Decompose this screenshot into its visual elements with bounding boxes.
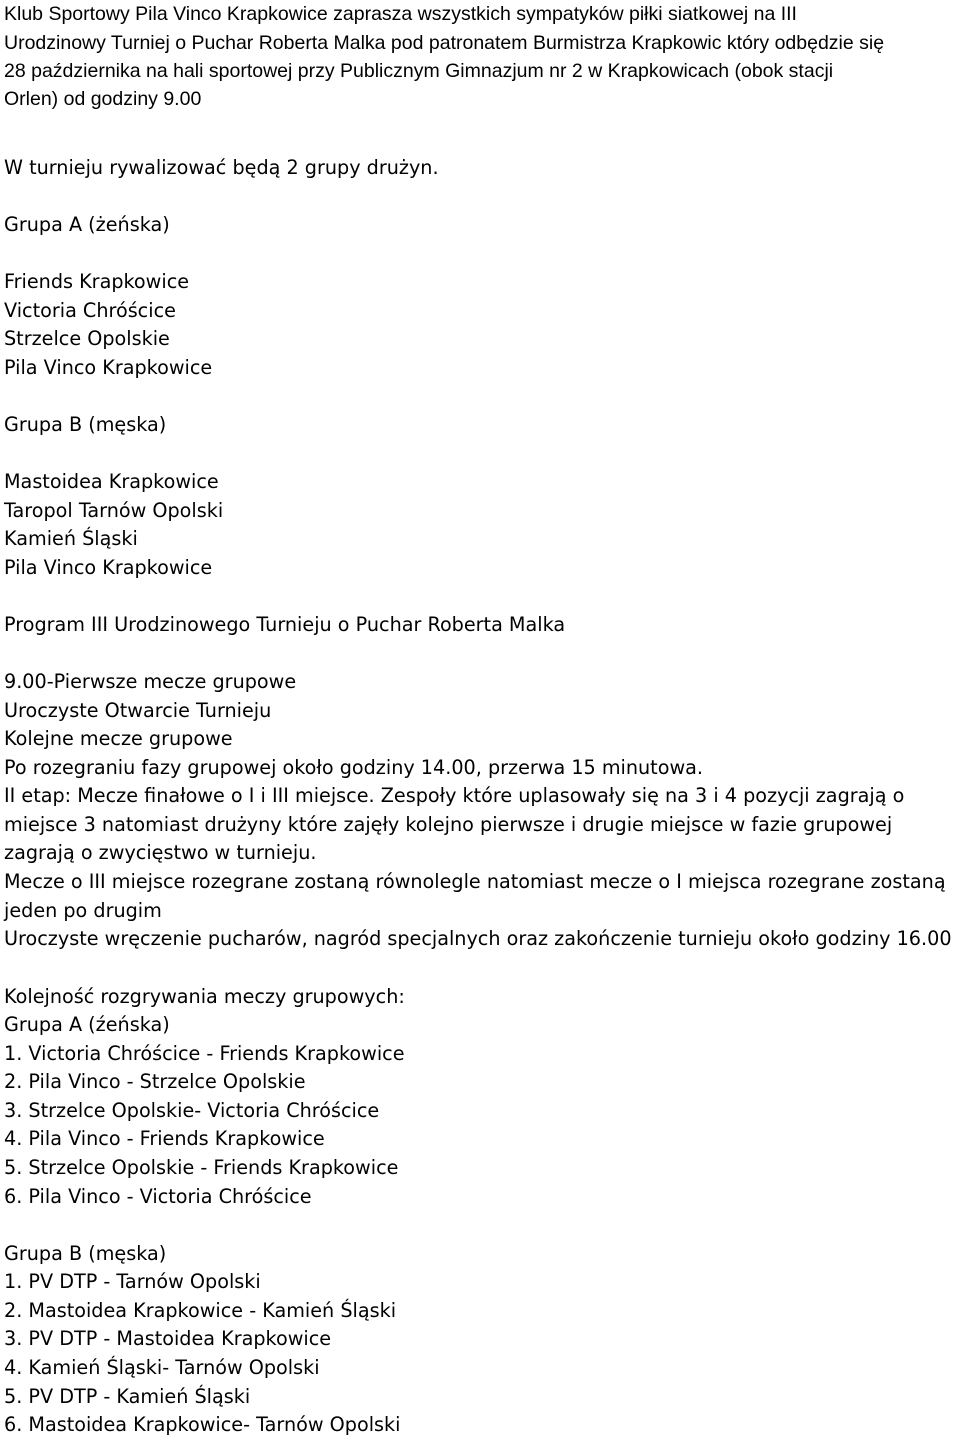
third-place-paragraph: Mecze o III miejsce rozegrane zostaną równolegle natomiast mecze o I miejsca rozegrane zostaną jeden po drugim <box>4 870 946 922</box>
group-b-team: Kamień Śląski <box>4 527 138 550</box>
group-b-team: Taropol Tarnów Opolski <box>4 499 224 522</box>
group-a-team: Strzelce Opolskie <box>4 327 170 350</box>
schedule-group-a-title: Grupa A (źeńska) <box>4 1013 170 1036</box>
program-title: Program III Urodzinowego Turnieju o Puchar Roberta Malka <box>4 613 566 636</box>
closing-line: Uroczyste wręczenie pucharów, nagród specjalnych oraz zakończenie turnieju około godziny 16.00 <box>4 927 952 950</box>
group-b-team: Mastoidea Krapkowice <box>4 470 219 493</box>
group-b-title: Grupa B (męska) <box>4 413 167 436</box>
group-a-team: Pila Vinco Krapkowice <box>4 356 213 379</box>
group-a-title: Grupa A (żeńska) <box>4 213 170 236</box>
match-item: 2. Pila Vinco - Strzelce Opolskie <box>4 1070 306 1093</box>
match-item: 5. PV DTP - Kamień Śląski <box>4 1385 251 1408</box>
group-a-team: Friends Krapkowice <box>4 270 190 293</box>
group-b-team: Pila Vinco Krapkowice <box>4 556 213 579</box>
group-a-team: Victoria Chróścice <box>4 299 176 322</box>
program-item: 9.00-Pierwsze mecze grupowe <box>4 670 297 693</box>
match-item: 1. Victoria Chróścice - Friends Krapkowice <box>4 1042 405 1065</box>
schedule-title: Kolejność rozgrywania meczy grupowych: <box>4 985 405 1008</box>
intro-line: Urodzinowy Turniej o Puchar Roberta Malka pod patronatem Burmistrza Krapkowic który odbędzie się <box>4 32 885 54</box>
match-item: 6. Pila Vinco - Victoria Chróścice <box>4 1185 312 1208</box>
program-item: Kolejne mecze grupowe <box>4 727 233 750</box>
intro-line: 28 października na hali sportowej przy Publicznym Gimnazjum nr 2 w Krapkowicach (obok stacji <box>4 60 834 82</box>
match-item: 3. Strzelce Opolskie- Victoria Chróścice <box>4 1099 380 1122</box>
match-item: 4. Pila Vinco - Friends Krapkowice <box>4 1127 325 1150</box>
intro-line: Orlen) od godziny 9.00 <box>4 88 202 110</box>
schedule-group-b-title: Grupa B (męska) <box>4 1242 167 1265</box>
match-item: 5. Strzelce Opolskie - Friends Krapkowice <box>4 1156 399 1179</box>
program-item: Uroczyste Otwarcie Turnieju <box>4 699 272 722</box>
stage2-paragraph <box>4 782 960 868</box>
intro-line: Klub Sportowy Pila Vinco Krapkowice zaprasza wszystkich sympatyków piłki siatkowej na III <box>4 3 797 25</box>
stage2-label: II etap: Mecze finałowe o I i III miejsce. <box>4 784 375 807</box>
match-item: 3. PV DTP - Mastoidea Krapkowice <box>4 1327 332 1350</box>
program-item: Po rozegraniu fazy grupowej około godziny 14.00, przerwa 15 minutowa. <box>4 756 703 779</box>
stage2-text: Zespoły które uplasowały się na 3 i 4 pozycji zagrają o miejsce 3 natomiast drużyny które zajęły kolejno pierwsze i drugie miejsce w fazie grupowej zagrają o zwycięstwo w turnieju. <box>4 784 905 865</box>
groups-intro: W turnieju rywalizować będą 2 grupy drużyn. <box>4 156 439 179</box>
match-item: 6. Mastoidea Krapkowice- Tarnów Opolski <box>4 1413 401 1436</box>
match-item: 1. PV DTP - Tarnów Opolski <box>4 1270 261 1293</box>
match-item: 2. Mastoidea Krapkowice - Kamień Śląski <box>4 1299 397 1322</box>
match-item: 4. Kamień Śląski- Tarnów Opolski <box>4 1356 320 1379</box>
